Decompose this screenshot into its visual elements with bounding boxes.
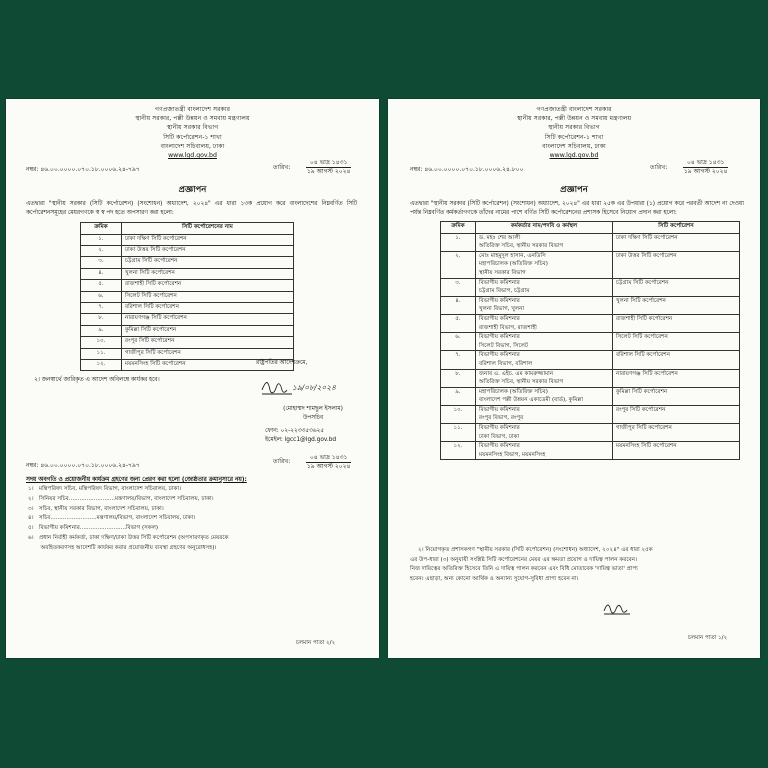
city-corporation-cell: বরিশাল সিটি কর্পোরেশন	[613, 351, 740, 369]
point-2-line-1: ২। নিয়োগকৃত প্রশাসকগণ "স্থানীয় সরকার (সিটি কর্পোরেশন) (সংশোধন) অধ্যাদেশ, ২০২৪" এর ধারা ২৫ক	[418, 547, 653, 553]
table-row	[441, 442, 740, 460]
branch-line: সিটি কর্পোরেশন-১ শাখা	[544, 133, 604, 141]
officer-cell: মহাপরিচালক (অতিরিক্ত সচিব) বাংলাদেশ পল্লী উন্নয়ন একাডেমী (বার্ড), কুমিল্লা	[476, 387, 613, 405]
website-link[interactable]: www.lgd.gov.bd	[168, 152, 217, 160]
body-paragraph: এতদ্বারা "স্থানীয় সরকার (সিটি কর্পোরেশন) (সংশোধন) অধ্যাদেশ, ২০২৪" এর ধারা ২৫ক এর উপধারা (১) প্রয়োগ করে পরবর্তী আদেশ না দেওয়া পর্যন্ত নিম্নবর্ণিত কর্মকর্তাগণকে তাঁদের নামের পাশে বর্ণিত সিটি কর্পোরেশনের প্রশাসক হিসেবে নিয়োগ প্রদান করা হলো:	[410, 201, 744, 217]
table-row	[441, 333, 740, 351]
signature-date: ১৯/০৮/২০২৪	[292, 383, 337, 392]
document-title: প্রজ্ঞাপন	[178, 185, 207, 196]
officer-cell: বিভাগীয় কমিশনার ঢাকা বিভাগ, ঢাকা	[476, 424, 613, 442]
table-row	[81, 268, 294, 279]
serial-cell: ১০.	[81, 337, 122, 348]
table-row	[441, 233, 740, 251]
memo-number: নম্বর: ৪৬.০০.০০০০.০৭০.১৮.০০০৬.২৪-৭৯৭	[26, 166, 140, 174]
col-serial: ক্রমিক	[81, 223, 122, 234]
serial-cell: ১১.	[441, 424, 476, 442]
serial-cell: ২.	[441, 251, 476, 278]
memo-row	[6, 159, 379, 182]
date-label: তারিখ:	[650, 164, 668, 172]
govt-line: গণপ্রজাতন্ত্রী বাংলাদেশ সরকার	[154, 106, 231, 113]
date-gregorian-2: ১৯ আগস্ট ২০২৪	[306, 463, 351, 470]
date-bangla-2: ০৪ ভাদ্র ১৪৩১	[306, 454, 351, 463]
serial-cell: ৮.	[81, 314, 122, 325]
serial-cell: ৪.	[441, 296, 476, 314]
distribution-item: ২। সিনিয়র সচিব..........................মন্ত্রণালয়/বিভাগ, বাংলাদেশ সচিবালয়, ঢাকা।	[28, 495, 214, 502]
city-corporation-cell: কুমিল্লা সিটি কর্পোরেশন	[122, 325, 294, 336]
serial-cell: ৬.	[441, 333, 476, 351]
table-row	[81, 280, 294, 291]
govt-line: গণপ্রজাতন্ত্রী বাংলাদেশ সরকার	[536, 106, 612, 113]
serial-cell: ১.	[81, 234, 122, 245]
serial-cell: ৪.	[81, 268, 122, 279]
city-corporation-cell: রাজশাহী সিটি কর্পোরেশন	[613, 314, 740, 332]
table-row	[81, 291, 294, 302]
ministry-line: স্থানীয় সরকার, পল্লী উন্নয়ন ও সমবায় মন্ত্রণালয়	[516, 115, 632, 123]
serial-cell: ১২.	[81, 359, 122, 370]
serial-cell: ১.	[441, 233, 476, 251]
memo-row	[388, 159, 760, 182]
serial-cell: ৯.	[81, 325, 122, 336]
table-row	[441, 369, 740, 387]
city-corporation-cell: সিলেট সিটি কর্পোরেশন	[613, 333, 740, 351]
city-corporation-cell: নারায়ণগঞ্জ সিটি কর্পোরেশন	[613, 369, 740, 387]
document-title: প্রজ্ঞাপন	[560, 185, 588, 196]
table-row	[81, 314, 294, 325]
city-corporation-cell: গাজীপুর সিটি কর্পোরেশন	[613, 424, 740, 442]
distribution-item: ৪। সচিব..........................মন্ত্রণালয়/বিভাগ, বাংলাদেশ সচিবালয়, ঢাকা।	[28, 515, 196, 522]
table-row	[441, 405, 740, 423]
officer-cell: মোঃ মাহমুদুল হাসান, এনডিসি মহাপরিচালক (অতিরিক্ত সচিব) স্থানীয় সরকার বিভাগ	[476, 251, 613, 278]
cc-heading: সদয় অবগতি ও প্রয়োজনীয় কার্যক্রম গ্রহণের জন্য প্রেরণ করা হলো (জ্যেষ্ঠতার ক্রমানুসারে নয়):	[26, 477, 247, 483]
distribution-item: ৫। বিভাগীয় কমিশনার..........................বিভাগ (সকল)	[28, 525, 159, 532]
city-corporation-cell: গাজীপুর সিটি কর্পোরেশন	[122, 348, 294, 359]
division-line: স্থানীয় সরকার বিভাগ	[548, 124, 600, 132]
signatory-name: (মোহাম্মদ শামছুল ইসলাম)	[283, 406, 343, 412]
memo-number-2: নম্বর: ৪৬.০০.০০০০.০৭০.১৮.০০০৬.২৪-৭৯৭	[26, 462, 140, 469]
city-corporation-cell: ঢাকা দক্ষিণ সিটি কর্পোরেশন	[122, 234, 294, 245]
table-row	[441, 296, 740, 314]
city-corporation-cell: রংপুর সিটি কর্পোরেশন	[613, 405, 740, 423]
city-corporation-cell: নারায়ণগঞ্জ সিটি কর্পোরেশন	[122, 314, 294, 325]
website-link[interactable]: www.lgd.gov.bd	[549, 152, 599, 160]
administrator-appointment-table	[440, 221, 740, 460]
memo-number: নম্বর: ৪৬.০০.০০০০.০৭০.১৮.০০০৬.২৪.৮০০	[410, 166, 524, 174]
date-label-2: তারিখ:	[273, 458, 291, 465]
contact-block	[265, 427, 336, 445]
continue-note: চলমান পাতা ১/২	[688, 635, 728, 641]
col-city-corporation: সিটি কর্পোরেশন	[613, 222, 740, 233]
division-line: স্থানীয় সরকার বিভাগ	[166, 124, 219, 132]
officer-cell: ড. মহঃ শের আলী অতিরিক্ত সচিব, স্থানীয় সরকার বিভাগ	[476, 233, 613, 251]
city-corporation-cell: রংপুর সিটি কর্পোরেশন	[122, 337, 294, 348]
table-row	[81, 325, 294, 336]
serial-cell: ৮.	[441, 369, 476, 387]
serial-cell: ৭.	[81, 302, 122, 313]
city-corporation-cell: চট্টগ্রাম সিটি কর্পোরেশন	[122, 257, 294, 268]
serial-cell: ৯.	[441, 387, 476, 405]
city-corporation-cell: চট্টগ্রাম সিটি কর্পোরেশন	[613, 278, 740, 296]
date-label: তারিখ:	[273, 164, 291, 172]
address-line: বাংলাদেশ সচিবালয়, ঢাকা	[160, 142, 225, 150]
email-address: ইমেইল: lgcc1@lgd.gov.bd	[265, 437, 337, 443]
table-row	[441, 424, 740, 442]
serial-cell: ২.	[81, 246, 122, 257]
body-paragraph: এতদ্বারা "স্থানীয় সরকার (সিটি কর্পোরেশন) (সংশোধন) অধ্যাদেশ, ২০২৪" এর ধারা ১৩ক প্রয়োগ করে বাংলাদেশের নিম্নবর্ণিত সিটি কর্পোরেশনসমূহের মেয়রগণকে স্ব স্ব পদ হতে অপসারণ করা হলো:	[26, 201, 357, 217]
branch-line: সিটি কর্পোরেশন-১ শাখা	[163, 133, 222, 141]
date-bangla: ০৪ ভাদ্র ১৪৩১	[683, 159, 728, 168]
serial-cell: ৩.	[81, 257, 122, 268]
mayor-removal-table	[80, 222, 294, 371]
table-row	[441, 314, 740, 332]
officer-cell: বিভাগীয় কমিশনার রংপুর বিভাগ, রংপুর	[476, 405, 613, 423]
distribution-item: অবহিতকরণসহ আদেশটি কার্যকর করার প্রয়োজনীয় ব্যবস্থা গ্রহণের অনুরোধসহ)।	[28, 544, 217, 551]
city-corporation-cell: ময়মনসিংহ সিটি কর্পোরেশন	[122, 359, 294, 370]
notification-page-right	[388, 99, 760, 658]
city-corporation-cell: ঢাকা উত্তর সিটি কর্পোরেশন	[613, 251, 740, 278]
officer-cell: বিভাগীয় কমিশনার খুলনা বিভাগ, খুলনা	[476, 296, 613, 314]
signatory-block	[258, 405, 368, 423]
distribution-item: ৬। প্রধান নির্বাহী কর্মকর্তা, ঢাকা দক্ষিণ/ঢাকা উত্তর সিটি কর্পোরেশন (অপসারণকৃত মেয়রকে	[28, 534, 229, 541]
memo-row-2	[6, 455, 379, 477]
serial-cell: ৬.	[81, 291, 122, 302]
officer-cell: বিভাগীয় কমিশনার ময়মনসিংহ বিভাগ, ময়মনসিংহ	[476, 442, 613, 460]
city-corporation-cell: ঢাকা দক্ষিণ সিটি কর্পোরেশন	[613, 233, 740, 251]
officer-cell: বিভাগীয় কমিশনার বরিশাল বিভাগ, বরিশাল	[476, 351, 613, 369]
serial-cell: ৩.	[441, 278, 476, 296]
serial-cell: ১২.	[441, 442, 476, 460]
point-2: ২। জনস্বার্থে জারিকৃত এ আদেশ অবিলম্বে কার্যকর হবে।	[34, 377, 160, 384]
table-row	[81, 257, 294, 268]
signatory-designation: উপসচিব	[302, 415, 324, 421]
point-2-line-3: নিজ দায়িত্বের অতিরিক্ত হিসেবে তিনি এ দায়িত্ব পালন করবেন এবং বিধি মোতাবেক 'দায়িত্ব ভাতা' প্রাপ্য	[410, 566, 638, 573]
table-row	[441, 351, 740, 369]
city-corporation-cell: বরিশাল সিটি কর্পোরেশন	[122, 302, 294, 313]
table-row	[81, 246, 294, 257]
phone-number: ফোন: ০২-২২৩৩৫৩৬২৫	[265, 428, 325, 434]
officer-cell: বিভাগীয় কমিশনার রাজশাহী বিভাগ, রাজশাহী	[476, 314, 613, 332]
officer-cell: বিভাগীয় কমিশনার চট্টগ্রাম বিভাগ, চট্টগ্রাম	[476, 278, 613, 296]
letterhead-right	[388, 105, 760, 160]
signature-image	[600, 599, 650, 619]
table-row	[81, 302, 294, 313]
table-row	[441, 387, 740, 405]
col-officer: কর্মকর্তার নাম/পদবি ও কর্মস্থল	[476, 222, 613, 233]
city-corporation-cell: ময়মনসিংহ সিটি কর্পোরেশন	[613, 442, 740, 460]
table-row	[81, 348, 294, 359]
point-2-line-2: এর উপ-ধারা (৩) অনুযায়ী সংশ্লিষ্ট সিটি কর্পোরেশনের মেয়র এর ক্ষমতা প্রয়োগ ও দায়িত্ব পালন করবেন।	[410, 556, 638, 563]
col-city-corporation: সিটি কর্পোরেশনের নাম	[122, 223, 294, 234]
distribution-item: ১। মন্ত্রিপরিষদ সচিব, মন্ত্রিপরিষদ বিভাগ, বাংলাদেশ সচিবালয়, ঢাকা।	[28, 486, 182, 492]
point-2	[388, 546, 760, 584]
city-corporation-cell: কুমিল্লা সিটি কর্পোরেশন	[613, 387, 740, 405]
date-block	[683, 159, 728, 176]
table-row	[441, 251, 740, 278]
date-bangla: ০৪ ভাদ্র ১৪৩১	[306, 159, 351, 168]
table-row	[81, 337, 294, 348]
city-corporation-cell: খুলনা সিটি কর্পোরেশন	[122, 268, 294, 279]
table-row	[81, 234, 294, 245]
serial-cell: ১১.	[81, 348, 122, 359]
order-line: রাষ্ট্রপতির আদেশক্রমে,	[256, 360, 308, 366]
officer-cell: বিভাগীয় কমিশনার সিলেট বিভাগ, সিলেট	[476, 333, 613, 351]
notification-page-left	[6, 99, 379, 658]
col-serial: ক্রমিক	[441, 222, 476, 233]
serial-cell: ১০.	[441, 405, 476, 423]
letterhead	[6, 105, 379, 160]
date-block-2	[306, 454, 351, 471]
city-corporation-cell: ঢাকা উত্তর সিটি কর্পোরেশন	[122, 246, 294, 257]
serial-cell: ৭.	[441, 351, 476, 369]
point-2-line-4: হবেন। এছাড়া, অন্য কোনো আর্থিক ও অন্যান্য সুযোগ-সুবিধা প্রাপ্য হবেন না।	[410, 575, 579, 582]
serial-cell: ৫.	[81, 280, 122, 291]
date-gregorian: ১৯ আগস্ট ২০২৪	[683, 168, 728, 176]
distribution-item: ৩। সচিব, স্থানীয় সরকার বিভাগ, বাংলাদেশ সচিবালয়, ঢাকা।	[28, 505, 164, 512]
address-line: বাংলাদেশ সচিবালয়, ঢাকা	[542, 142, 606, 150]
date-gregorian: ১৯ আগস্ট ২০২৪	[306, 168, 351, 176]
serial-cell: ৫.	[441, 314, 476, 332]
ministry-line: স্থানীয় সরকার, পল্লী উন্নয়ন ও সমবায় মন্ত্রণালয়	[135, 115, 250, 123]
city-corporation-cell: রাজশাহী সিটি কর্পোরেশন	[122, 280, 294, 291]
table-row	[441, 278, 740, 296]
distribution-list	[6, 485, 379, 554]
city-corporation-cell: সিলেট সিটি কর্পোরেশন	[122, 291, 294, 302]
date-block	[306, 159, 351, 176]
continue-note: চলমান পাতা ২/২	[296, 640, 336, 646]
city-corporation-cell: খুলনা সিটি কর্পোরেশন	[613, 296, 740, 314]
officer-cell: জনাব এ. এইচ. এম কামরুজ্জামান অতিরিক্ত সচিব, স্থানীয় সরকার বিভাগ	[476, 369, 613, 387]
